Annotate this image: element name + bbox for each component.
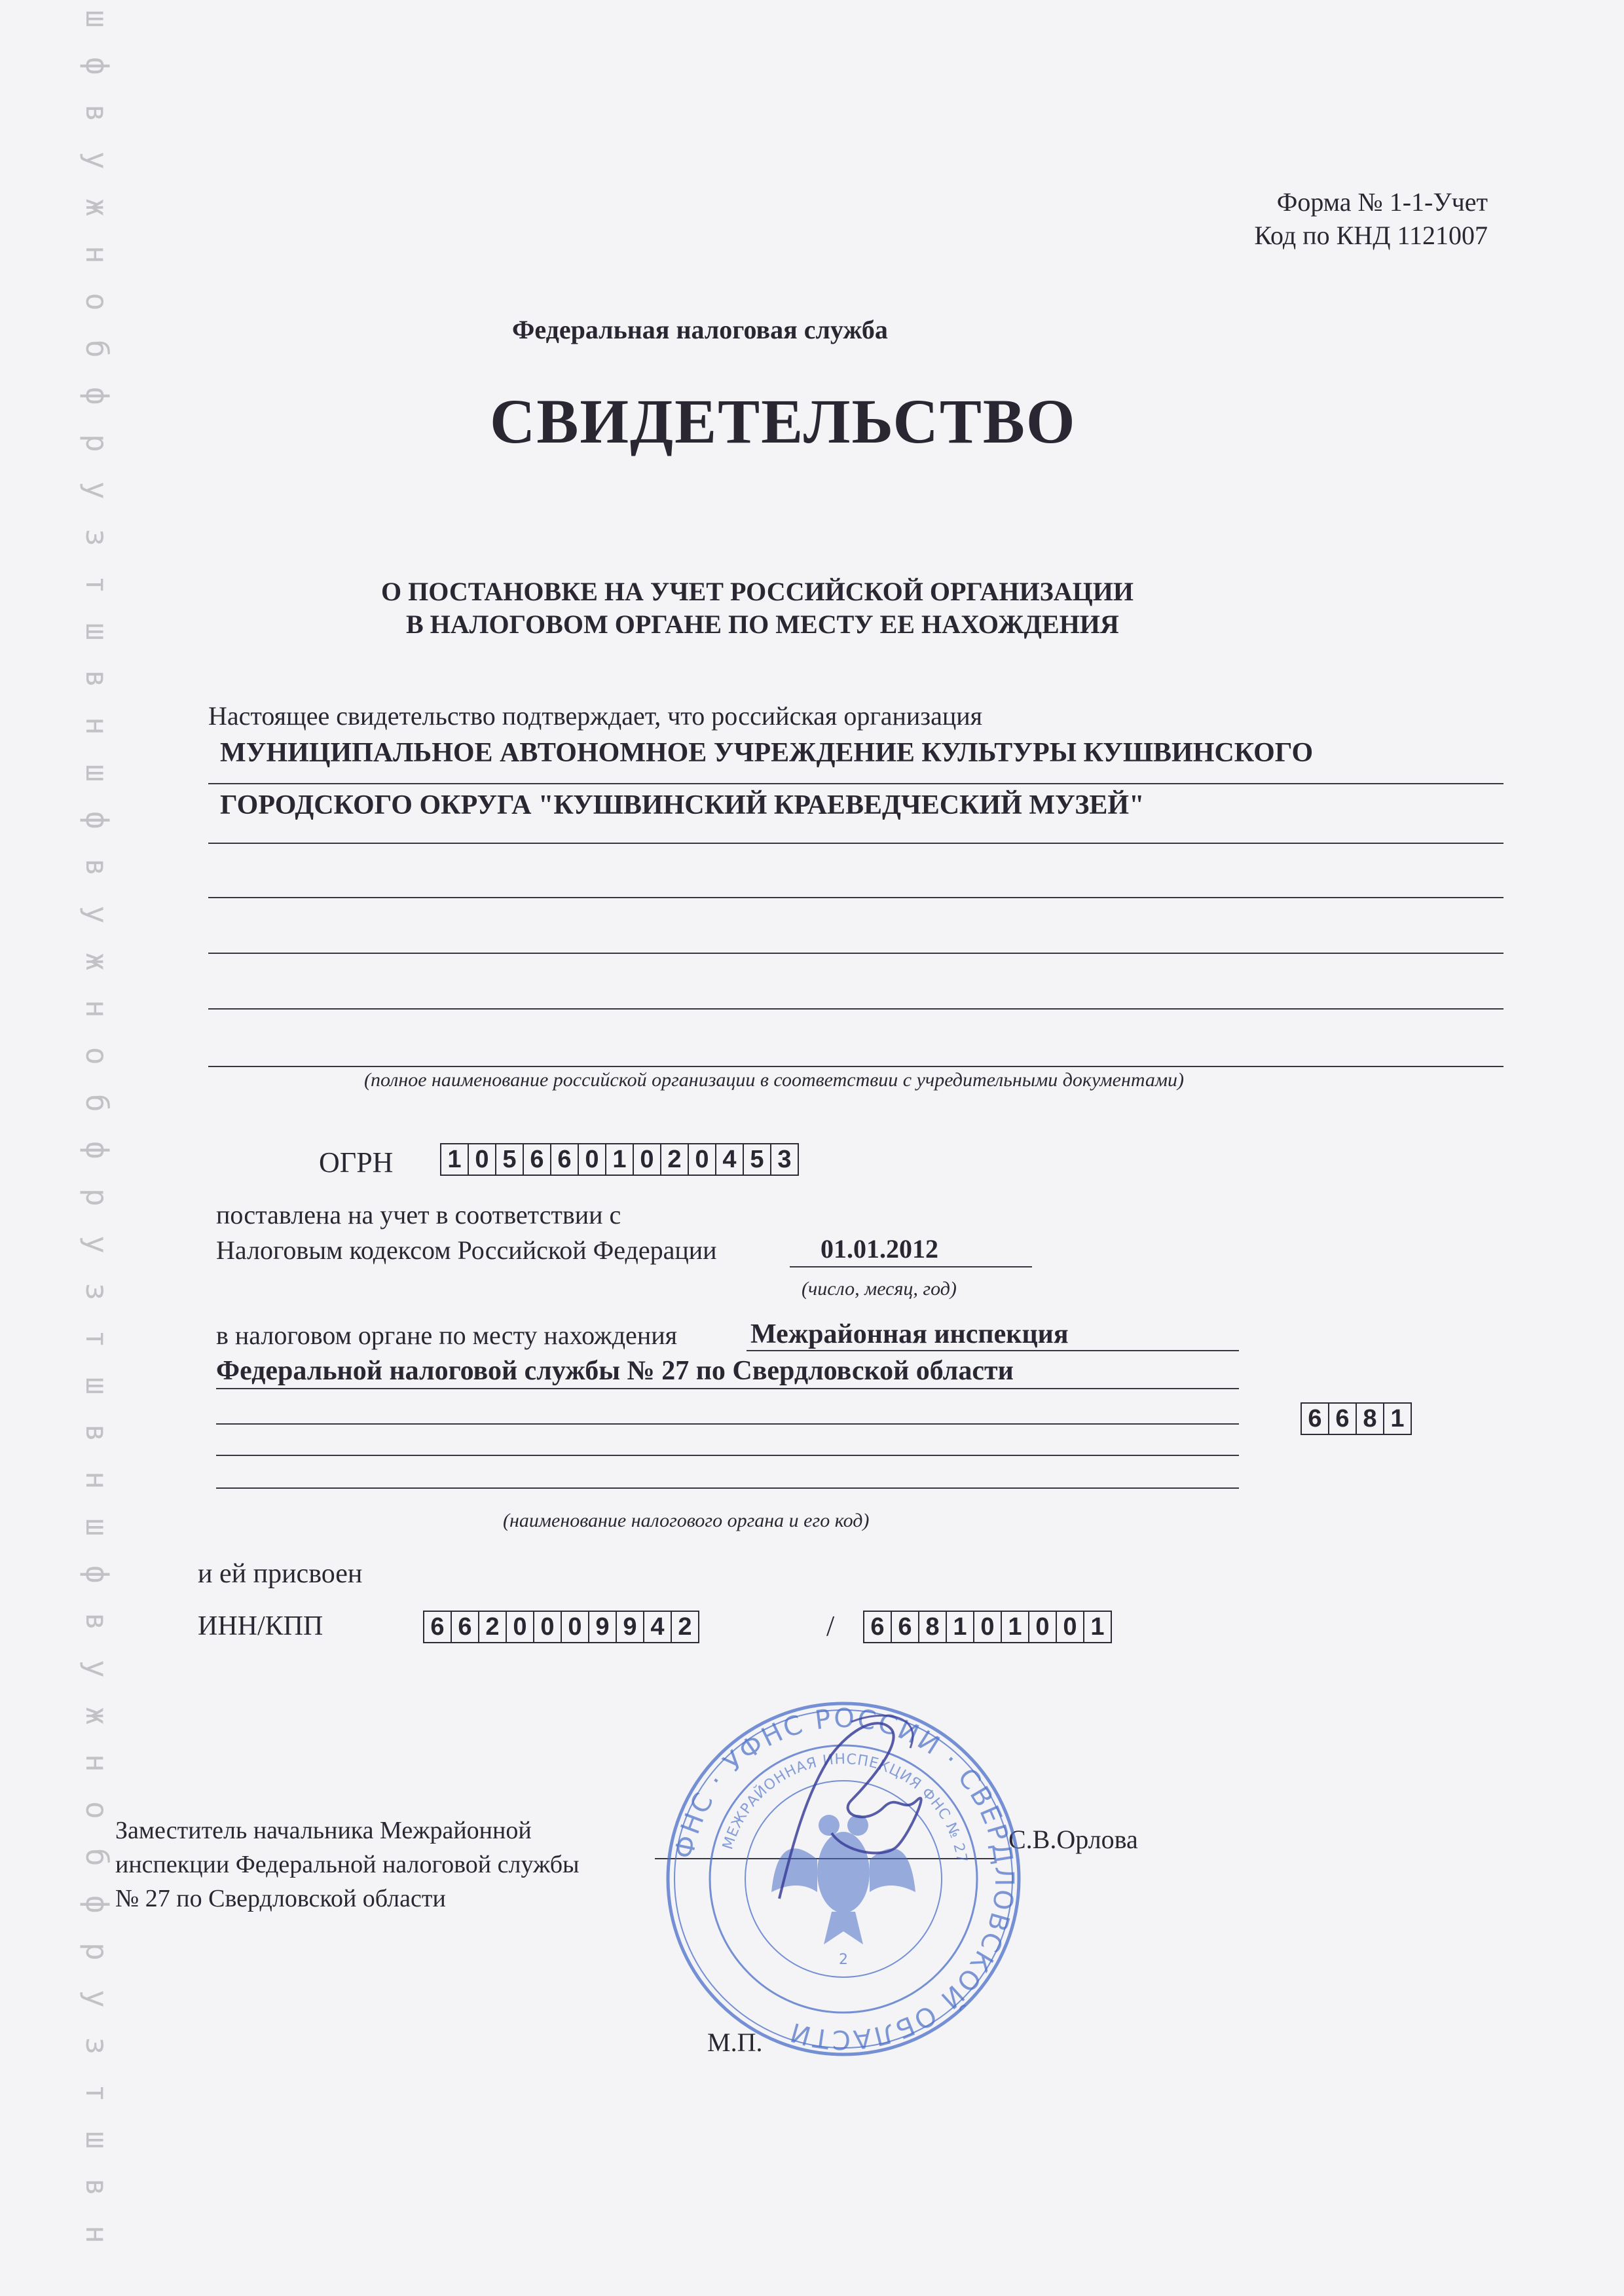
fill-line	[208, 1008, 1504, 1010]
scan-artifact-glyph: р	[79, 1188, 115, 1207]
digit-cell: 8	[919, 1612, 947, 1642]
digit-cell: 0	[562, 1612, 589, 1642]
digit-cell: 0	[689, 1144, 716, 1175]
scan-artifact-glyph: ж	[79, 953, 115, 971]
digit-cell: 9	[617, 1612, 644, 1642]
scan-artifact-glyph: з	[79, 528, 115, 547]
scan-artifact-glyph: у	[79, 481, 115, 500]
digit-cell: 0	[507, 1612, 534, 1642]
fill-line	[208, 953, 1504, 954]
scan-artifact-glyph: т	[79, 1330, 115, 1348]
digit-cell: 6	[424, 1612, 452, 1642]
digit-cell: 9	[589, 1612, 617, 1642]
digit-cell: 4	[716, 1144, 744, 1175]
digit-cell: 2	[678, 1613, 692, 1641]
tax-organ-name-line-2: Федеральной налоговой службы № 27 по Свердловской области	[216, 1356, 1014, 1386]
signatory-position-line-2: инспекции Федеральной налоговой службы	[115, 1851, 580, 1878]
scan-artifact-glyph: о	[79, 1801, 115, 1819]
organization-name-line-1: МУНИЦИПАЛЬНОЕ АВТОНОМНОЕ УЧРЕЖДЕНИЕ КУЛЬТУРЫ КУШВИНСКОГО	[220, 738, 1314, 768]
tax-organ-hint: (наименование налогового органа и его код)	[503, 1510, 870, 1531]
fill-line	[216, 1487, 1239, 1489]
fill-line	[208, 1066, 1504, 1067]
scan-artifact-glyph: ж	[79, 198, 115, 217]
scan-artifact-glyph: ш	[79, 10, 115, 28]
digit-cell: 6	[551, 1144, 579, 1175]
intro-text: Настоящее свидетельство подтверждает, что российская организация	[208, 701, 983, 731]
svg-text:2: 2	[839, 1952, 848, 1968]
digit-cell: 6	[892, 1612, 919, 1642]
scan-artifact-glyph: у	[79, 1235, 115, 1254]
digit-cell: 0	[1029, 1612, 1057, 1642]
scan-artifact-glyph: в	[79, 858, 115, 877]
scan-artifact-glyph: ш	[79, 1377, 115, 1395]
digit-cell: 0	[974, 1612, 1002, 1642]
tax-organ-code-boxes	[1301, 1402, 1412, 1435]
digit-cell: 6	[1329, 1404, 1357, 1434]
handwritten-signature	[753, 1702, 950, 1912]
ogrn-digit-boxes	[440, 1143, 799, 1176]
digit-cell: 2	[479, 1612, 507, 1642]
scan-artifact-glyph: в	[79, 1424, 115, 1442]
subtitle-line-1: О ПОСТАНОВКЕ НА УЧЕТ РОССИЙСКОЙ ОРГАНИЗАЦИИ	[381, 577, 1134, 606]
scan-artifact-glyph: б	[79, 1848, 115, 1867]
digit-cell: 6	[1302, 1404, 1329, 1434]
scan-artifact-glyph: в	[79, 104, 115, 122]
digit-cell: 3	[777, 1145, 792, 1173]
scan-artifact-glyph: ж	[79, 1707, 115, 1725]
scan-artifact-glyph: у	[79, 151, 115, 170]
inn-kpp-separator: /	[826, 1610, 835, 1642]
fill-line	[216, 1388, 1239, 1389]
form-number: Форма № 1-1-Учет	[1276, 187, 1488, 217]
date-line	[790, 1266, 1032, 1267]
scan-artifact-glyph: н	[79, 1471, 115, 1489]
fill-line	[208, 843, 1504, 844]
scan-artifact-glyph: ф	[79, 811, 115, 829]
scan-artifact-glyph: н	[79, 1000, 115, 1018]
digit-cell: 6	[864, 1612, 892, 1642]
digit-cell: 4	[644, 1612, 672, 1642]
scan-artifact-glyph: ф	[79, 57, 115, 75]
signatory-position-line-3: № 27 по Свердловской области	[115, 1885, 446, 1912]
scan-artifact-glyph: б	[79, 1094, 115, 1112]
digit-cell: 0	[579, 1144, 606, 1175]
kpp-digit-boxes	[863, 1611, 1112, 1643]
scan-edge-artifact	[77, 0, 115, 2296]
digit-cell: 1	[1090, 1613, 1105, 1641]
fill-line	[208, 897, 1504, 898]
scan-artifact-glyph: н	[79, 717, 115, 735]
scan-artifact-glyph: т	[79, 2084, 115, 2102]
fill-line	[208, 783, 1504, 784]
registration-text-line-1: поставлена на учет в соответствии с	[216, 1200, 621, 1230]
digit-cell: 0	[1057, 1612, 1084, 1642]
scan-artifact-glyph: н	[79, 2225, 115, 2244]
digit-cell: 1	[1390, 1404, 1405, 1432]
digit-cell: 1	[441, 1144, 469, 1175]
organization-name-hint: (полное наименование российской организации в соответствии с учредительными документами)	[364, 1069, 1185, 1091]
signatory-position-line-1: Заместитель начальника Межрайонной	[115, 1817, 532, 1844]
scan-artifact-glyph: о	[79, 293, 115, 311]
scan-artifact-glyph: б	[79, 340, 115, 358]
scan-artifact-glyph: о	[79, 1047, 115, 1065]
svg-text:ФНС · УФНС РОССИИ · СВЕРДЛОВСК: ФНС · УФНС РОССИИ · СВЕРДЛОВСКОЙ ОБЛАСТИ	[669, 1703, 1020, 2055]
digit-cell: 5	[744, 1144, 771, 1175]
scan-artifact-glyph: ф	[79, 1141, 115, 1159]
digit-cell: 8	[1357, 1404, 1384, 1434]
digit-cell: 2	[661, 1144, 689, 1175]
svg-text:МЕЖРАЙОННАЯ ИНСПЕКЦИЯ ФНС № 27: МЕЖРАЙОННАЯ ИНСПЕКЦИЯ ФНС № 27	[720, 1751, 970, 1865]
digit-cell: 0	[469, 1144, 496, 1175]
fill-line	[216, 1455, 1239, 1456]
assigned-text: и ей присвоен	[198, 1559, 363, 1589]
digit-cell: 5	[496, 1144, 524, 1175]
ogrn-label: ОГРН	[319, 1146, 394, 1178]
scan-artifact-glyph: з	[79, 1283, 115, 1301]
scan-artifact-glyph: у	[79, 1990, 115, 2008]
tax-organ-name-line-1: Межрайонная инспекция	[750, 1319, 1069, 1349]
registration-text-line-2: Налоговым кодексом Российской Федерации	[216, 1235, 717, 1265]
inn-digit-boxes	[423, 1611, 699, 1643]
scan-artifact-glyph: ф	[79, 1565, 115, 1584]
scan-artifact-glyph: ш	[79, 623, 115, 641]
scan-artifact-glyph: у	[79, 1660, 115, 1678]
registration-date: 01.01.2012	[821, 1234, 938, 1264]
signatory-name: С.В.Орлова	[1008, 1825, 1138, 1854]
scan-artifact-glyph: р	[79, 434, 115, 452]
scan-artifact-glyph: у	[79, 905, 115, 924]
scan-artifact-glyph: ф	[79, 1895, 115, 1914]
scan-artifact-glyph: в	[79, 670, 115, 688]
issuer-name: Федеральная налоговая служба	[512, 315, 888, 344]
digit-cell: 0	[634, 1144, 661, 1175]
scan-artifact-glyph: н	[79, 246, 115, 264]
scan-artifact-glyph: в	[79, 1613, 115, 1631]
document-title: СВИДЕТЕЛЬСТВО	[490, 386, 1077, 456]
scan-artifact-glyph: в	[79, 2178, 115, 2196]
date-hint: (число, месяц, год)	[802, 1278, 957, 1300]
scan-artifact-glyph: ш	[79, 1518, 115, 1537]
digit-cell: 0	[534, 1612, 562, 1642]
scan-artifact-glyph: ф	[79, 387, 115, 405]
scan-artifact-glyph: ш	[79, 764, 115, 782]
digit-cell: 1	[1002, 1612, 1029, 1642]
scan-artifact-glyph: н	[79, 1754, 115, 1772]
digit-cell: 1	[947, 1612, 974, 1642]
digit-cell: 6	[452, 1612, 479, 1642]
tax-organ-intro: в налоговом органе по месту нахождения	[216, 1321, 678, 1350]
inn-kpp-label: ИНН/КПП	[198, 1611, 323, 1641]
scan-artifact-glyph: з	[79, 2037, 115, 2055]
subtitle-line-2: В НАЛОГОВОМ ОРГАНЕ ПО МЕСТУ ЕЕ НАХОЖДЕНИЯ	[406, 610, 1119, 639]
scan-artifact-glyph: р	[79, 1942, 115, 1961]
fill-line	[747, 1350, 1239, 1351]
scan-artifact-glyph: т	[79, 575, 115, 594]
stamp-place-label: М.П.	[707, 2028, 763, 2057]
knd-code: Код по КНД 1121007	[1254, 221, 1488, 250]
fill-line	[216, 1423, 1239, 1425]
digit-cell: 1	[606, 1144, 634, 1175]
scan-artifact-glyph: ш	[79, 2131, 115, 2149]
organization-name-line-2: ГОРОДСКОГО ОКРУГА "КУШВИНСКИЙ КРАЕВЕДЧЕСКИЙ МУЗЕЙ"	[220, 790, 1145, 820]
digit-cell: 6	[524, 1144, 551, 1175]
